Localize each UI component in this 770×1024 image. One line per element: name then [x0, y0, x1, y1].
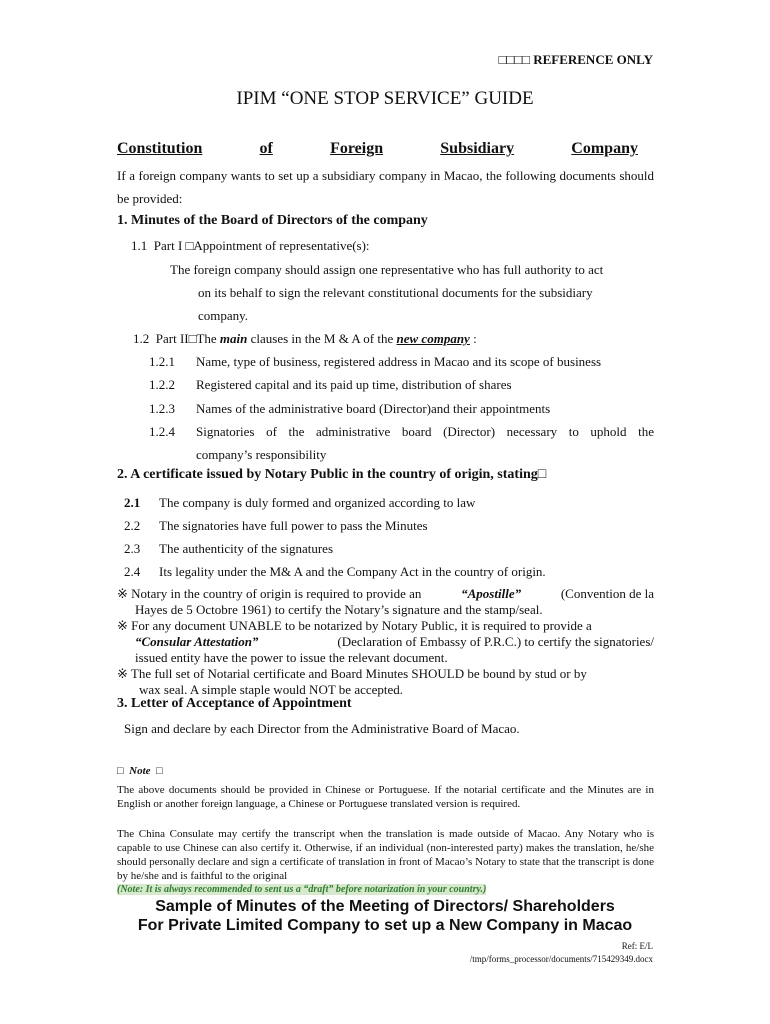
- heading-word: Constitution: [117, 140, 203, 157]
- consular-emphasis: “Consular Attestation”: [135, 634, 259, 649]
- note-paragraph: The above documents should be provided in Chinese or Portuguese. If the notarial certificate and the Minutes are in English or another foreign language, a Chinese or Portuguese translated version is required.: [117, 784, 654, 810]
- subsection-number: 1.1: [131, 238, 148, 253]
- draft-note: (Note: It is always recommended to sent us a “draft” before notarization in your country.): [117, 884, 487, 895]
- note-bracket: □: [117, 765, 124, 777]
- item-number: 1.2.3: [149, 401, 175, 416]
- note-label: [117, 765, 163, 777]
- sample-title-line1: Sample of Minutes of the Meeting of Directors/ Shareholders: [155, 898, 615, 915]
- item-text: Registered capital and its paid up time, distribution of shares: [196, 377, 512, 392]
- heading-word: Foreign: [330, 140, 384, 157]
- list-item: [124, 560, 546, 583]
- list-item: [124, 514, 428, 537]
- heading-word: Company: [571, 140, 638, 157]
- subsection-number: 1.2: [133, 331, 150, 346]
- section3-title: 3. Letter of Acceptance of Appointment: [117, 696, 352, 711]
- list-item: [124, 491, 475, 514]
- note-text: (Declaration of Embassy of P.R.C.) to certify the signatories/: [337, 634, 654, 649]
- note-line: [117, 634, 654, 650]
- heading-word: of: [259, 140, 273, 157]
- note-title: Note: [129, 765, 151, 777]
- subsection-label: Part I □Appointment of representative(s):: [153, 238, 370, 253]
- subsection-1-1-text: The foreign company should assign one representative who has full authority to act: [170, 262, 604, 277]
- note-line: Hayes de 5 Octobre 1961) to certify the Notary’s signature and the stamp/seal.: [135, 602, 543, 617]
- note-text: ※ Notary in the country of origin is required to provide an: [117, 586, 422, 601]
- section2-title: 2. A certificate issued by Notary Public in the country of origin, stating□: [117, 467, 547, 482]
- note-paragraph: The China Consulate may certify the transcript when the translation is made outside of Macao. Any Notary who is capable to use Chinese can also certify it. Otherwise, if an individual (non-interested party) makes the translation, he/she should personally declare and sign a certificate of translation in front of Macao’s Notary to state that the transcript is done by he/she and is faithful to the original: [117, 828, 654, 882]
- list-item: [149, 420, 654, 443]
- reference-only-label: □□□□ REFERENCE ONLY: [498, 52, 653, 67]
- intro-paragraph: If a foreign company wants to set up a subsidiary company in Macao, the following documents should be provided:: [117, 168, 654, 206]
- section-heading: [117, 140, 654, 158]
- item-text: The company is duly formed and organized according to law: [159, 495, 476, 510]
- item-number: 2.1: [124, 495, 141, 510]
- item-text: Signatories of the administrative board (Director) necessary to uphold the: [196, 424, 654, 439]
- list-item: [149, 373, 512, 396]
- heading-word: Subsidiary: [440, 140, 515, 157]
- item-number: 2.2: [124, 518, 141, 533]
- note-line: wax seal. A simple staple would NOT be accepted.: [139, 682, 404, 697]
- item-text: The authenticity of the signatures: [159, 541, 334, 556]
- apostille-emphasis: “Apostille”: [461, 586, 522, 601]
- footer-path: /tmp/forms_processor/documents/715429349.docx: [469, 954, 653, 964]
- footer-ref: Ref: E/L: [621, 941, 653, 951]
- page-title: IPIM “ONE STOP SERVICE” GUIDE: [236, 88, 534, 109]
- list-item: [149, 397, 550, 420]
- draft-recommendation: [117, 884, 486, 895]
- note-line: ※ The full set of Notarial certificate and Board Minutes SHOULD be bound by stud or by: [117, 666, 587, 681]
- item-text: Name, type of business, registered address in Macao and its scope of business: [196, 354, 602, 369]
- subsection-label: :: [473, 331, 477, 346]
- item-text: The signatories have full power to pass the Minutes: [159, 518, 428, 533]
- note-line: issued entity have the power to issue the relevant document.: [135, 650, 448, 665]
- sample-title-line2: For Private Limited Company to set up a New Company in Macao: [137, 917, 633, 934]
- list-item: [124, 537, 333, 560]
- item-continuation: company’s responsibility: [196, 447, 327, 462]
- note-line: [117, 586, 654, 602]
- section3-text: Sign and declare by each Director from the Administrative Board of Macao.: [124, 721, 520, 736]
- notes-block: [117, 586, 654, 698]
- item-number: 2.4: [124, 564, 141, 579]
- main-emphasis: main: [219, 331, 248, 346]
- subsection-1-1: [131, 234, 370, 257]
- subsection-1-2: [133, 327, 477, 350]
- item-text: Its legality under the M& A and the Company Act in the country of origin.: [159, 564, 546, 579]
- subsection-1-1-text: company.: [198, 308, 249, 323]
- note-line: ※ For any document UNABLE to be notarized by Notary Public, it is required to provide a: [117, 618, 592, 633]
- new-company-emphasis: new company: [396, 331, 470, 346]
- item-number: 1.2.1: [149, 354, 175, 369]
- item-text: Names of the administrative board (Director)and their appointments: [196, 401, 551, 416]
- item-number: 1.2.2: [149, 377, 175, 392]
- subsection-1-1-text: on its behalf to sign the relevant constitutional documents for the subsidiary: [198, 285, 593, 300]
- section1-title: 1. Minutes of the Board of Directors of the company: [117, 213, 428, 228]
- list-item: [149, 350, 601, 373]
- note-bracket: □: [156, 765, 163, 777]
- subsection-label: clauses in the M & A of the: [250, 331, 394, 346]
- item-number: 1.2.4: [149, 424, 175, 439]
- note-text: (Convention de la: [560, 586, 654, 601]
- item-number: 2.3: [124, 541, 141, 556]
- subsection-label: Part II□The: [155, 331, 217, 346]
